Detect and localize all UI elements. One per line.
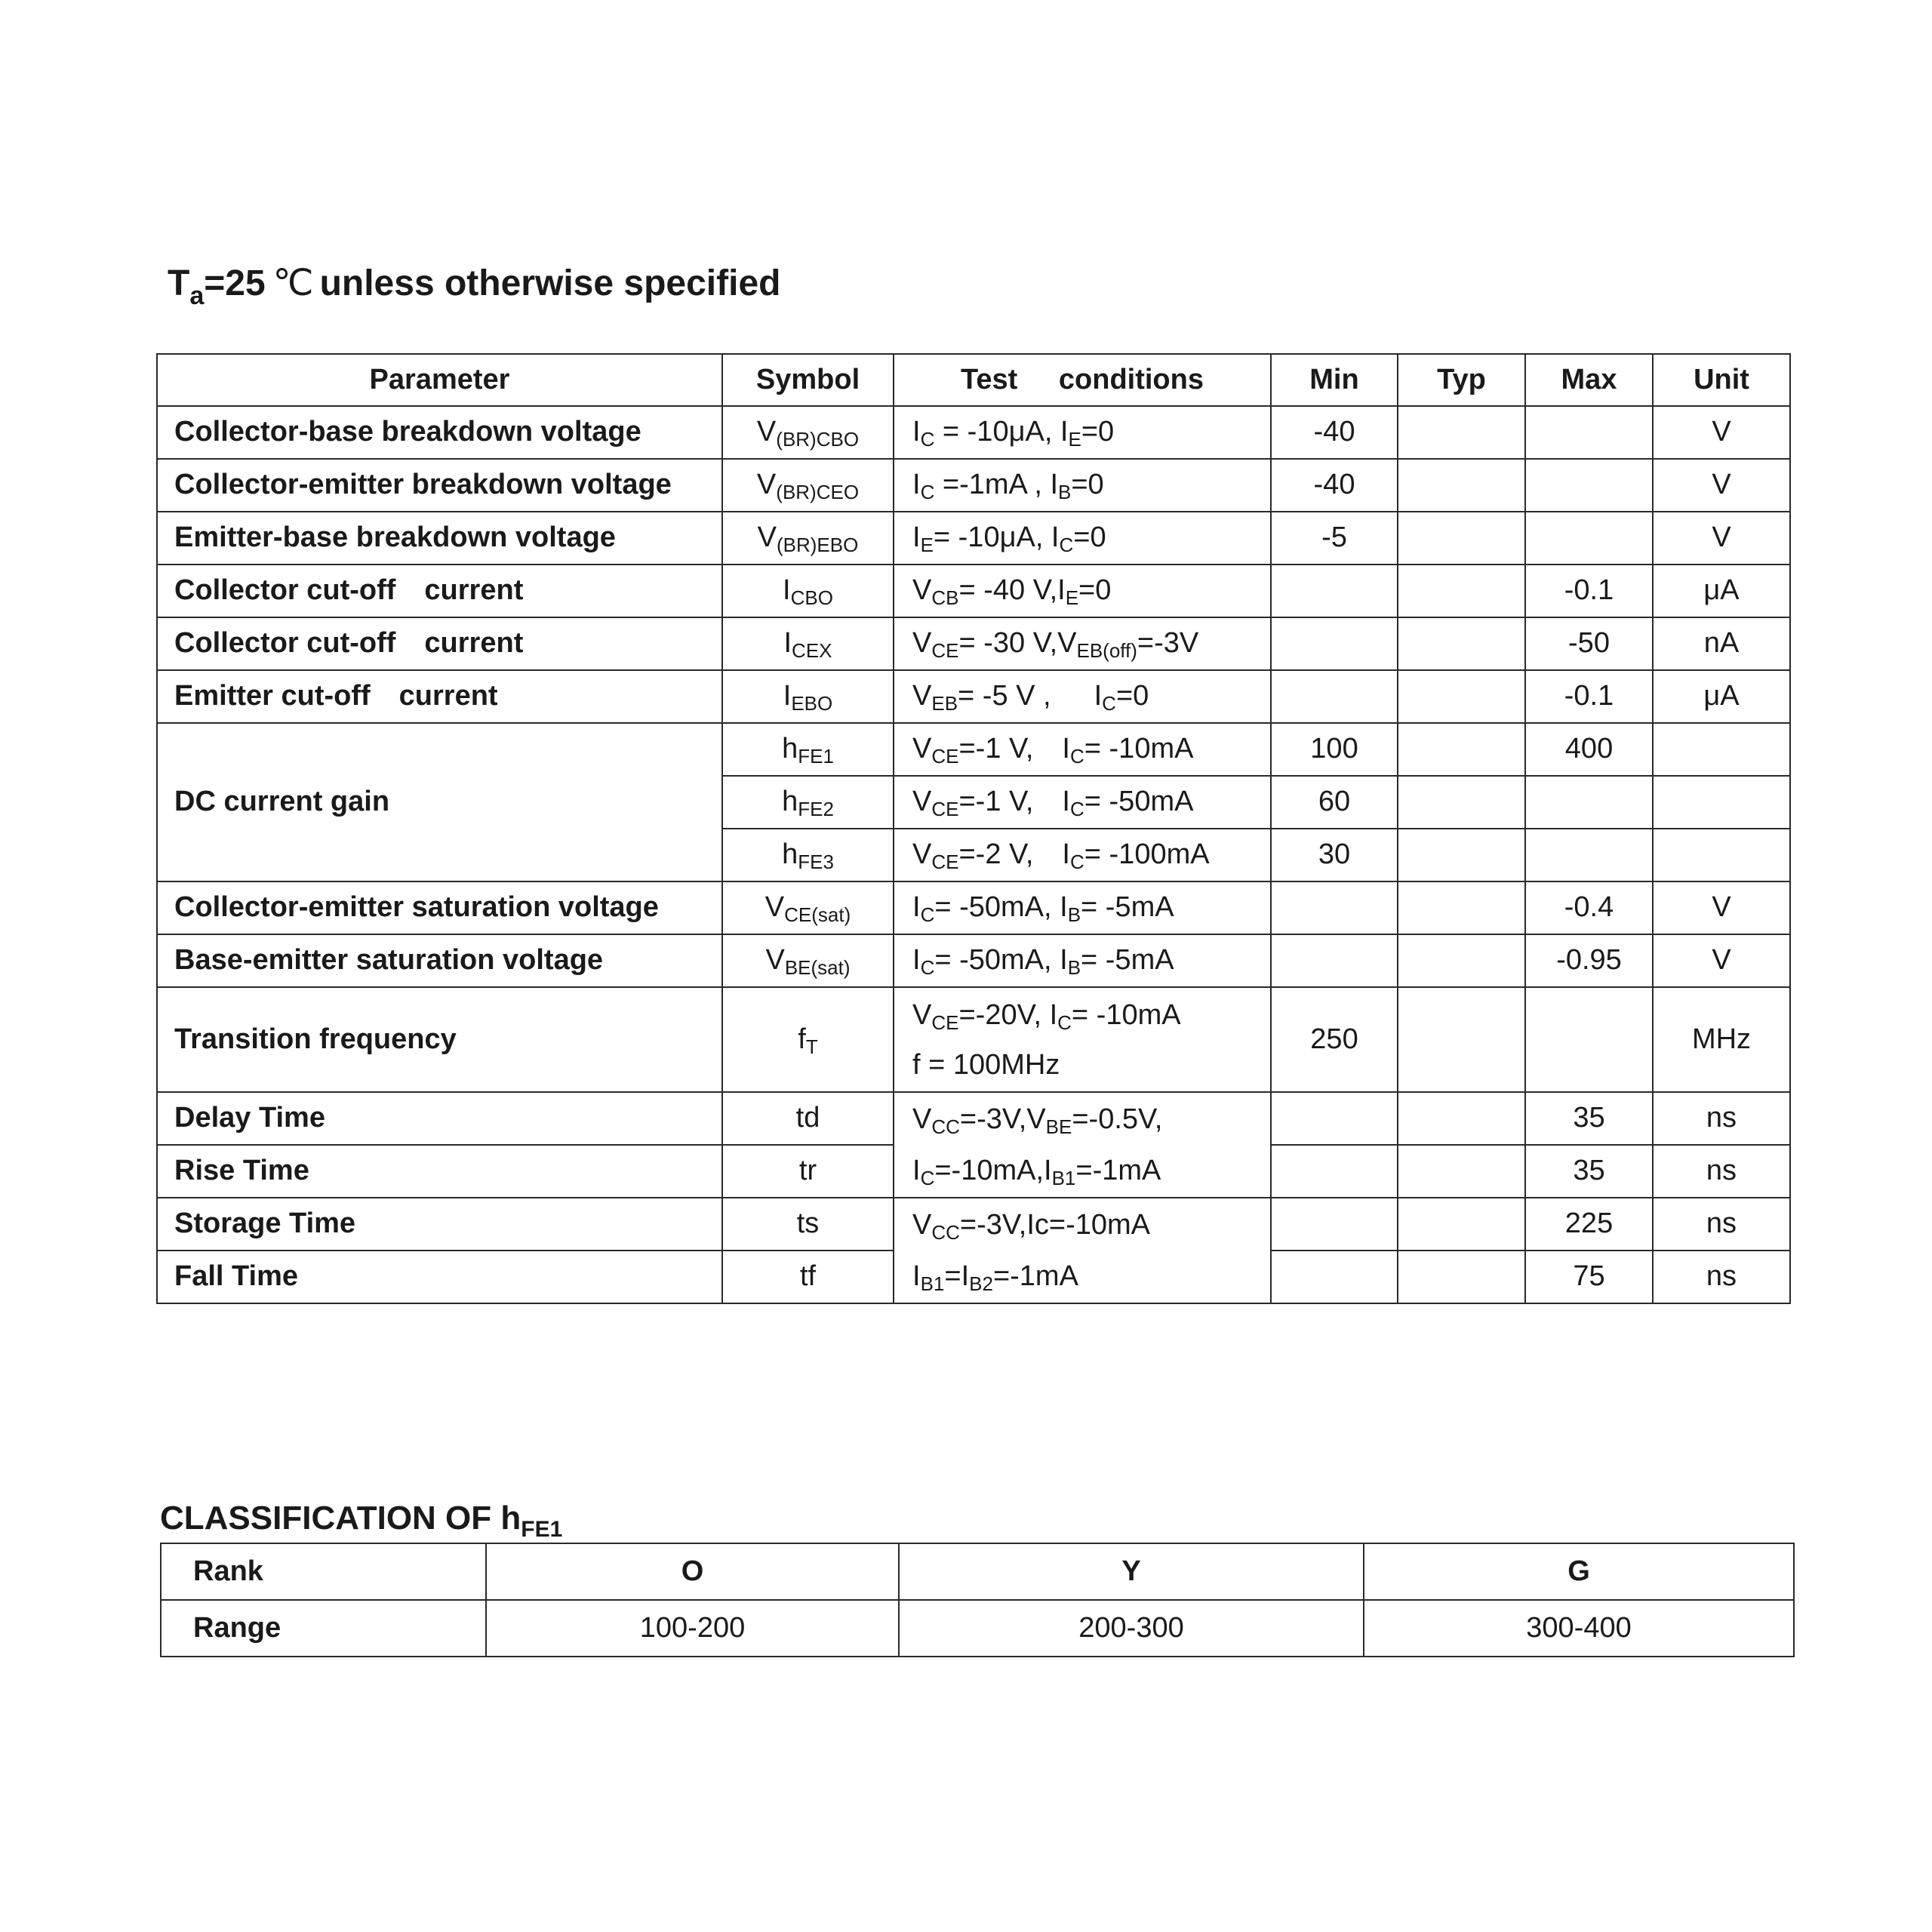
typ-cell xyxy=(1398,1251,1525,1303)
max-cell: 35 xyxy=(1525,1092,1653,1145)
unit-cell: V xyxy=(1653,406,1790,459)
symbol-cell: $h_{FE2}$ xyxy=(722,776,894,829)
min-cell: 30 xyxy=(1271,829,1398,881)
parameter-cell: Base-emitter saturation voltage xyxy=(157,934,722,987)
test-condition-cell: $I_C =-1mA$ , $I_B=0$ xyxy=(894,459,1271,512)
symbol-cell: $V_{(BR)EBO}$ xyxy=(722,512,894,565)
range-row xyxy=(161,1600,1794,1657)
parameter-cell: Collector cut-off current xyxy=(157,617,722,670)
max-cell xyxy=(1525,829,1653,881)
table-row xyxy=(157,987,1790,1092)
test-condition-cell: $V_{CE}=-1$ V, $I_C= -50mA$ xyxy=(894,776,1271,829)
typ-cell xyxy=(1398,1198,1525,1251)
unit-cell: ns xyxy=(1653,1251,1790,1303)
symbol-cell: tr xyxy=(722,1145,894,1198)
unit-cell xyxy=(1653,723,1790,776)
min-cell: 100 xyxy=(1271,723,1398,776)
symbol-cell: tf xyxy=(722,1251,894,1303)
range-o: 100-200 xyxy=(486,1600,899,1657)
header-max: Max xyxy=(1525,354,1653,406)
test-condition-cell: $V_{EB}= -5$ V , $I_C=0$ xyxy=(894,670,1271,723)
unit-cell: μA xyxy=(1653,565,1790,617)
typ-cell xyxy=(1398,881,1525,934)
min-cell xyxy=(1271,934,1398,987)
table-row xyxy=(157,881,1790,934)
min-cell xyxy=(1271,1092,1398,1145)
symbol-cell: $f_T$ xyxy=(722,987,894,1092)
unit-cell: ns xyxy=(1653,1145,1790,1198)
symbol-cell: $I_{CEX}$ xyxy=(722,617,894,670)
symbol-cell: $I_{CBO}$ xyxy=(722,565,894,617)
range-label: Range xyxy=(161,1600,486,1657)
symbol-cell: $V_{(BR)CEO}$ xyxy=(722,459,894,512)
test-condition-cell xyxy=(894,1198,1271,1303)
test-condition-cell: $I_E= -10\mu A$, $I_C=0$ xyxy=(894,512,1271,565)
unit-cell: ns xyxy=(1653,1092,1790,1145)
test-condition-cell: $V_{CE}=-1$ V, $I_C= -10mA$ xyxy=(894,723,1271,776)
classification-table xyxy=(160,1543,1795,1657)
header-parameter: Parameter xyxy=(157,354,722,406)
min-cell xyxy=(1271,1145,1398,1198)
header-test-conditions: Test conditions xyxy=(894,354,1271,406)
symbol-cell: td xyxy=(722,1092,894,1145)
electrical-characteristics-table xyxy=(156,353,1791,1304)
header-min: Min xyxy=(1271,354,1398,406)
parameter-cell: Fall Time xyxy=(157,1251,722,1303)
test-condition-cell xyxy=(894,1092,1271,1198)
table-header-row xyxy=(157,354,1790,406)
condition-line: $I_C=-10mA,I_{B1}=-1mA$ xyxy=(912,1155,1161,1189)
parameter-cell: Emitter-base breakdown voltage xyxy=(157,512,722,565)
parameter-cell: Collector-base breakdown voltage xyxy=(157,406,722,459)
test-condition-cell: $V_{CE}= -30$ $V,V_{EB(off)}=-3V$ xyxy=(894,617,1271,670)
parameter-cell: Collector-emitter saturation voltage xyxy=(157,881,722,934)
min-cell xyxy=(1271,1251,1398,1303)
max-cell xyxy=(1525,512,1653,565)
condition-line: $V_{CC}=-3V,Ic=-10mA$ xyxy=(912,1209,1150,1244)
max-cell: 75 xyxy=(1525,1251,1653,1303)
min-cell xyxy=(1271,617,1398,670)
test-condition-cell xyxy=(894,987,1271,1092)
typ-cell xyxy=(1398,512,1525,565)
symbol-cell: $V_{BE(sat)}$ xyxy=(722,934,894,987)
typ-cell xyxy=(1398,723,1525,776)
typ-cell xyxy=(1398,829,1525,881)
typ-cell xyxy=(1398,987,1525,1092)
header-unit: Unit xyxy=(1653,354,1790,406)
max-cell xyxy=(1525,459,1653,512)
min-cell xyxy=(1271,1198,1398,1251)
max-cell: 35 xyxy=(1525,1145,1653,1198)
parameter-cell: Storage Time xyxy=(157,1198,722,1251)
parameter-cell: Transition frequency xyxy=(157,987,722,1092)
test-condition-cell: $I_C = -10\mu A$, $I_E=0$ xyxy=(894,406,1271,459)
table-row xyxy=(157,459,1790,512)
min-cell xyxy=(1271,565,1398,617)
table-row xyxy=(157,1092,1790,1145)
symbol-cell: $h_{FE3}$ xyxy=(722,829,894,881)
parameter-cell: DC current gain xyxy=(157,723,722,881)
typ-cell xyxy=(1398,459,1525,512)
rank-o: O xyxy=(486,1543,899,1600)
header-symbol: Symbol xyxy=(722,354,894,406)
typ-cell xyxy=(1398,565,1525,617)
conditions-heading: $T_a=25$ ℃ unless otherwise specified xyxy=(168,263,781,310)
symbol-cell: $h_{FE1}$ xyxy=(722,723,894,776)
max-cell: -0.95 xyxy=(1525,934,1653,987)
unit-cell: V xyxy=(1653,881,1790,934)
parameter-cell: Rise Time xyxy=(157,1145,722,1198)
table-row xyxy=(157,565,1790,617)
unit-cell: μA xyxy=(1653,670,1790,723)
max-cell xyxy=(1525,776,1653,829)
min-cell: 60 xyxy=(1271,776,1398,829)
range-y: 200-300 xyxy=(899,1600,1364,1657)
typ-cell xyxy=(1398,934,1525,987)
condition-line: $V_{CE}=-20V$, $I_C= -10mA$ xyxy=(912,998,1181,1034)
typ-cell xyxy=(1398,1145,1525,1198)
table-row xyxy=(157,723,1790,776)
max-cell: -0.1 xyxy=(1525,565,1653,617)
unit-cell: V xyxy=(1653,512,1790,565)
classification-title: CLASSIFICATION OF $h_{FE1}$ xyxy=(160,1500,563,1542)
table-row xyxy=(157,406,1790,459)
max-cell xyxy=(1525,406,1653,459)
max-cell: -50 xyxy=(1525,617,1653,670)
unit-cell: MHz xyxy=(1653,987,1790,1092)
unit-cell: V xyxy=(1653,934,1790,987)
max-cell: -0.1 xyxy=(1525,670,1653,723)
unit-cell xyxy=(1653,776,1790,829)
rank-g: G xyxy=(1364,1543,1794,1600)
parameter-cell: Emitter cut-off current xyxy=(157,670,722,723)
typ-cell xyxy=(1398,617,1525,670)
typ-cell xyxy=(1398,406,1525,459)
rank-y: Y xyxy=(899,1543,1364,1600)
max-cell xyxy=(1525,987,1653,1092)
typ-cell xyxy=(1398,776,1525,829)
table-row xyxy=(157,512,1790,565)
parameter-cell: Collector cut-off current xyxy=(157,565,722,617)
symbol-cell: $V_{(BR)CBO}$ xyxy=(722,406,894,459)
max-cell: 400 xyxy=(1525,723,1653,776)
min-cell: -5 xyxy=(1271,512,1398,565)
test-condition-cell: $I_C= -50mA$, $I_B= -5mA$ xyxy=(894,881,1271,934)
condition-line: f = 100MHz xyxy=(912,1048,1060,1081)
range-g: 300-400 xyxy=(1364,1600,1794,1657)
parameter-cell: Delay Time xyxy=(157,1092,722,1145)
rank-label: Rank xyxy=(161,1543,486,1600)
test-condition-cell: $I_C= -50mA$, $I_B= -5mA$ xyxy=(894,934,1271,987)
table-row xyxy=(157,617,1790,670)
typ-cell xyxy=(1398,1092,1525,1145)
condition-line: $V_{CC}=-3V,V_{BE}=-0.5V$, xyxy=(912,1103,1163,1138)
typ-cell xyxy=(1398,670,1525,723)
condition-line: $I_{B1}=I_{B2}=-1mA$ xyxy=(912,1260,1078,1295)
table-row xyxy=(157,1198,1790,1251)
min-cell: 250 xyxy=(1271,987,1398,1092)
min-cell xyxy=(1271,670,1398,723)
unit-cell xyxy=(1653,829,1790,881)
min-cell: -40 xyxy=(1271,459,1398,512)
unit-cell: ns xyxy=(1653,1198,1790,1251)
symbol-cell: $V_{CE(sat)}$ xyxy=(722,881,894,934)
min-cell: -40 xyxy=(1271,406,1398,459)
test-condition-cell: $V_{CB}= -40$ $V,I_E=0$ xyxy=(894,565,1271,617)
rank-row xyxy=(161,1543,1794,1600)
parameter-cell: Collector-emitter breakdown voltage xyxy=(157,459,722,512)
symbol-cell: ts xyxy=(722,1198,894,1251)
unit-cell: V xyxy=(1653,459,1790,512)
symbol-cell: $I_{EBO}$ xyxy=(722,670,894,723)
max-cell: -0.4 xyxy=(1525,881,1653,934)
min-cell xyxy=(1271,881,1398,934)
max-cell: 225 xyxy=(1525,1198,1653,1251)
header-typ: Typ xyxy=(1398,354,1525,406)
test-condition-cell: $V_{CE}=-2$ V, $I_C= -100mA$ xyxy=(894,829,1271,881)
unit-cell: nA xyxy=(1653,617,1790,670)
table-row xyxy=(157,670,1790,723)
table-row xyxy=(157,934,1790,987)
